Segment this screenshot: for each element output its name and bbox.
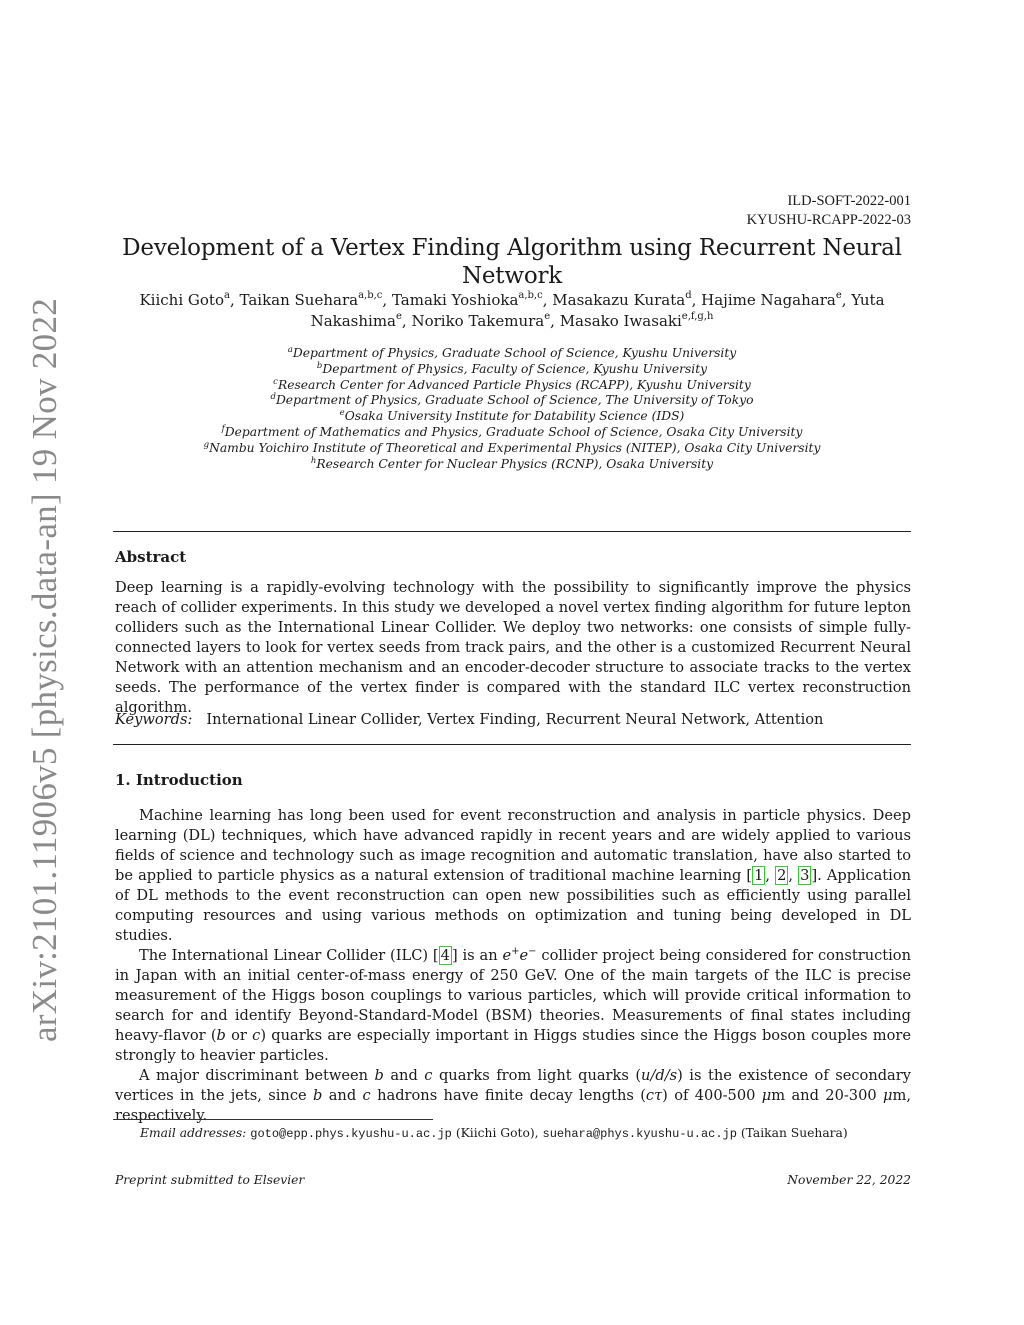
footnote-email (140, 1125, 848, 1142)
abstract-top-rule (113, 531, 911, 532)
author-affiliation-mark: d (685, 290, 692, 301)
affiliation-text: Department of Physics, Graduate School of Science, Kyushu University (292, 346, 737, 360)
citation-link[interactable]: 1 (754, 867, 764, 884)
affiliation-text: Department of Mathematics and Physics, Graduate School of Science, Osaka City University (224, 424, 803, 439)
affiliation-item (113, 425, 911, 441)
affiliation-item (113, 362, 911, 378)
affiliation-item (113, 457, 911, 473)
author-separator: , (382, 291, 392, 309)
author-separator: , (542, 291, 553, 309)
arxiv-side-stamp: arXiv:2101.11906v5 [physics.data-an] 19 Nov 2022 (25, 297, 64, 1043)
report-id: ILD-SOFT-2022-001 (787, 193, 911, 209)
abstract-text: Deep learning is a rapidly-evolving technology with the possibility to significantly improve the physics reach of collider experiments. In this study we developed a novel vertex finding algorithm for future lepton colliders such as the International Linear Collider. We deploy two networks: one consists of simple fully-connected layers to look for vertex seeds from track pairs, and the other is a customized Recurrent Neural Network with an attention mechanism and an encoder-decoder structure to associate tracks to the vertex seeds. The performance of the vertex finder is compared with the standard ILC vertex reconstruction algorithm. (115, 579, 911, 716)
keywords (115, 710, 823, 730)
author: Nakashima (310, 312, 396, 330)
affiliation-item (113, 393, 911, 409)
author: Hajime Nagahara (701, 291, 836, 309)
keywords-text: International Linear Collider, Vertex Finding, Recurrent Neural Network, Attention (206, 711, 824, 728)
author-affiliation-mark: e (835, 290, 842, 301)
affiliation-key: a (287, 345, 293, 355)
keywords-label: Keywords: (115, 711, 193, 728)
report-id: KYUSHU-RCAPP-2022-03 (746, 212, 911, 228)
email-owner: (Taikan Suehara) (740, 1126, 848, 1140)
author-separator: , (550, 312, 560, 330)
footer-journal: Preprint submitted to Elsevier (115, 1173, 305, 1187)
author-affiliation-mark: e (544, 311, 551, 322)
author: Tamaki Yoshioka (391, 291, 519, 309)
affiliation-text: Nambu Yoichiro Institute of Theoretical and Experimental Physics (NITEP), Osaka City University (209, 440, 821, 455)
email-owner: (Kiichi Goto), (455, 1126, 539, 1140)
report-ids (747, 192, 911, 230)
author-separator: , Yuta (841, 291, 885, 309)
affiliation-key: f (221, 423, 225, 434)
author-separator: , (229, 291, 240, 309)
abstract-bottom-rule (113, 744, 911, 745)
affiliation-key: c (273, 376, 278, 387)
affiliation-item (113, 441, 911, 457)
email-link[interactable]: suehara@phys.kyushu-u.ac.jp (542, 1127, 737, 1141)
affiliation-key: b (316, 360, 323, 371)
paragraph: The International Linear Collider (ILC) [ 4 ] is an e+e− collider project being considered for construction in Japan with an initial center-of-mass energy of 250 GeV. One of the main targets of the ILC is precise measurement of the Higgs boson couplings to various particles, which will provide critical information to search for and identify Beyond-Standard-Model (BSM) theories. Measurements of final states including heavy-flavor (b or c) quarks are especially important in Higgs studies since the Higgs boson couples more strongly to heavier particles. (115, 946, 911, 1064)
affiliation-text: Research Center for Advanced Particle Physics (RCAPP), Kyushu University (277, 377, 751, 392)
paper-title: Development of a Vertex Finding Algorithm using Recurrent Neural Network (122, 235, 902, 289)
affiliation-text: Research Center for Nuclear Physics (RCNP), Osaka University (316, 456, 714, 471)
author: Masakazu Kurata (552, 291, 686, 309)
affiliation-list (113, 346, 911, 472)
author: Masako Iwasaki (559, 312, 682, 330)
citation-link[interactable]: 4 (440, 947, 450, 964)
paragraph: A major discriminant between b and c quarks from light quarks (u/d/s) is the existence of secondary vertices in the jets, since b and c hadrons have finite decay lengths (cτ) of 400-500 μm and 20-300 μm, respectively. (115, 1067, 911, 1124)
email-link[interactable]: goto@epp.phys.kyushu-u.ac.jp (250, 1127, 452, 1141)
affiliation-text: Department of Physics, Faculty of Science, Kyushu University (322, 361, 708, 376)
footnote-rule (113, 1119, 433, 1120)
author-affiliation-mark: a,b,c (358, 290, 383, 301)
author-separator: , (401, 312, 412, 330)
affiliation-item (113, 378, 911, 394)
author-separator: , (691, 291, 702, 309)
affiliation-item (113, 346, 911, 362)
section-heading-introduction: 1. Introduction (115, 771, 243, 789)
affiliation-text: Department of Physics, Graduate School of Science, The University of Tokyo (275, 393, 754, 408)
author: Noriko Takemura (411, 312, 545, 330)
affiliation-key: d (270, 392, 276, 403)
author-affiliation-mark: a,b,c (518, 290, 543, 301)
author-affiliation-mark: e (396, 311, 402, 322)
author-line-2 (113, 311, 911, 332)
citation-link[interactable]: 3 (800, 867, 810, 884)
footer-date: November 22, 2022 (787, 1173, 911, 1187)
affiliation-key: g (203, 439, 210, 450)
author: Taikan Suehara (239, 291, 359, 309)
author-affiliation-mark: a (223, 290, 230, 301)
author-list (113, 290, 911, 332)
author-affiliation-mark: e,f,g,h (681, 311, 714, 322)
author-line-1 (113, 290, 911, 311)
author: Kiichi Goto (139, 291, 224, 309)
affiliation-key: e (339, 408, 345, 419)
citation-link[interactable]: 2 (777, 867, 787, 884)
abstract-heading: Abstract (115, 548, 187, 566)
affiliation-text: Osaka University Institute for Datability Science (IDS) (344, 409, 685, 424)
affiliation-key: h (310, 455, 317, 466)
affiliation-item (113, 409, 911, 425)
paragraph: Machine learning has long been used for event reconstruction and analysis in particle physics. Deep learning (DL) techniques, which have advanced rapidly in recent years and are widely applied to various fields of science and technology such as image recognition and automatic translation, have also started to be applied to particle physics as a natural extension of traditional machine learning [ 1 , 2 , 3 ]. Application of DL methods to the event reconstruction can open new possibilities such as efficiently using parallel computing resources and using various methods on optimization and tuning being developed in DL studies. (115, 807, 912, 944)
footnote-label: Email addresses: (140, 1126, 247, 1140)
introduction-body (115, 806, 911, 1126)
